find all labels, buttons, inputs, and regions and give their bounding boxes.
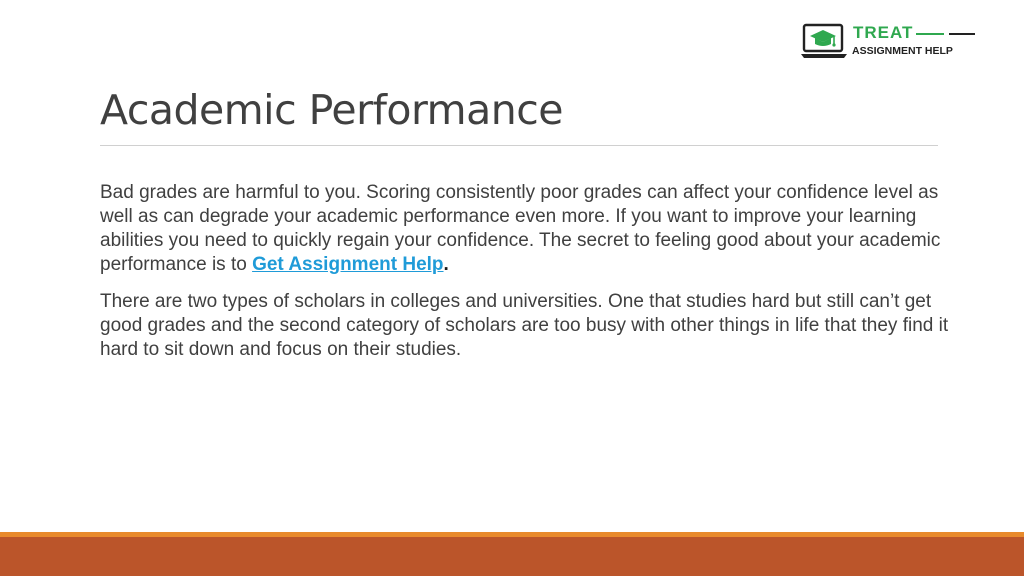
brand-logo bbox=[801, 22, 971, 62]
paragraph-grades bbox=[100, 181, 950, 277]
logo-dash-dark bbox=[949, 33, 975, 35]
paragraph-scholars: There are two types of scholars in colleges and universities. One that studies hard but still can’t get good grades and the second category of scholars are too busy with other things in life that they find it hard to sit down and focus on their studies. bbox=[100, 291, 949, 360]
logo-tagline: ASSIGNMENT HELP bbox=[852, 45, 953, 57]
title-divider bbox=[100, 145, 938, 146]
paragraph-grades-period: . bbox=[443, 254, 449, 275]
logo-top-text bbox=[853, 22, 975, 44]
get-assignment-help-link[interactable]: Get Assignment Help bbox=[252, 254, 444, 275]
graduation-cap-laptop-icon bbox=[801, 22, 847, 60]
logo-brand-name: TREAT bbox=[853, 23, 914, 42]
paragraph-grades-text: Bad grades are harmful to you. Scoring consistently poor grades can affect your confidence level as well as can degrade your academic performance even more. If you want to improve your learning abilities you need to quickly regain your confidence. The secret to feeling good about your academic performance is to bbox=[100, 182, 941, 275]
logo-dash-green bbox=[916, 33, 944, 35]
slide-body bbox=[100, 181, 950, 375]
slide-title: Academic Performance bbox=[100, 86, 563, 134]
footer-bar bbox=[0, 537, 1024, 576]
